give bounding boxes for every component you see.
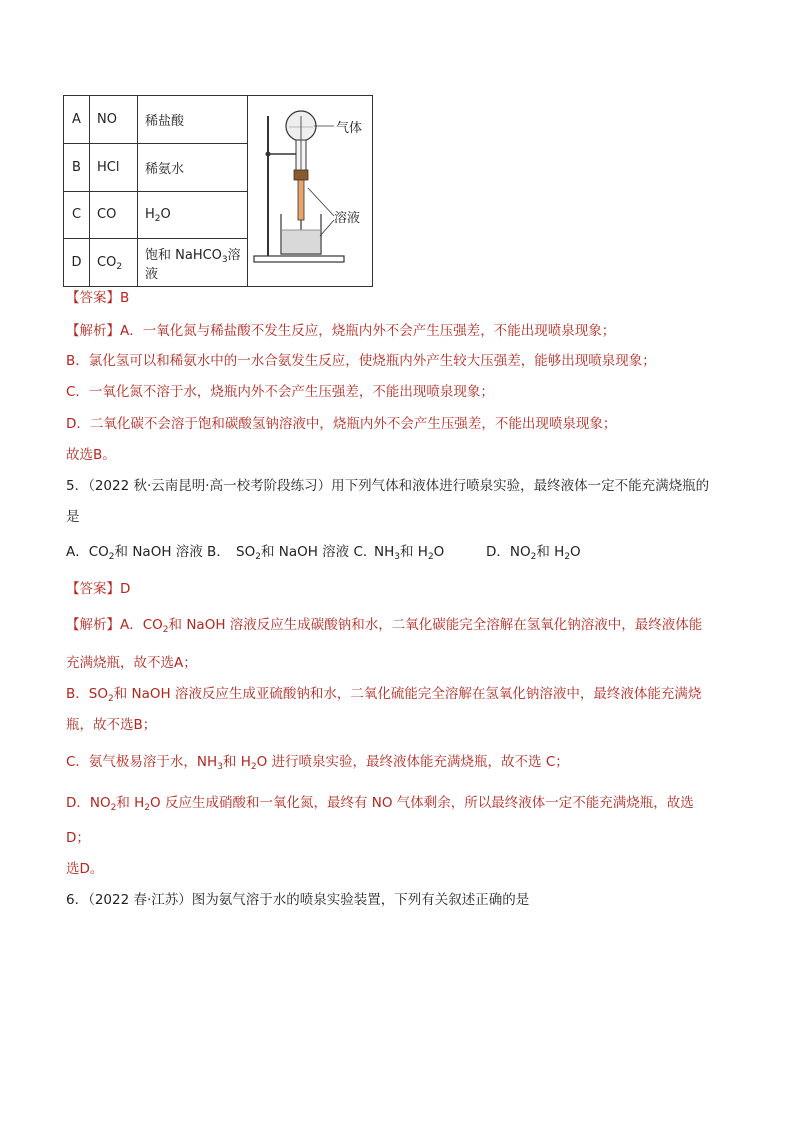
gas-cell: $CO_2$ bbox=[90, 239, 138, 287]
q5-stem-line-1: 5．（2022 秋·云南昆明·高一校考阶段练习）用下列气体和液体进行喷泉实验，最终液体一定不能充满烧瓶的 bbox=[66, 478, 710, 494]
q5-analysis-line-d1: D．$NO_2$和 $H_2O$ 反应生成硝酸和一氧化氮，最终有 NO 气体剩余，所以最终液体一定不能充满烧瓶，故选 bbox=[66, 795, 694, 813]
options-table bbox=[63, 95, 373, 287]
q5-option-b: $SO_2$和 NaOH 溶液 C． bbox=[236, 544, 377, 562]
row-label: B bbox=[64, 143, 90, 191]
q5-stem-line-2: 是 bbox=[66, 509, 80, 525]
q4-analysis-line-b: B．氯化氢可以和稀氨水中的一水合氨发生反应，使烧瓶内外产生较大压强差，能够出现喷泉现象； bbox=[66, 353, 656, 369]
liquid-cell: $H_2O$ bbox=[138, 191, 248, 239]
liquid-cell: 稀氨水 bbox=[138, 143, 248, 191]
gas-cell: NO bbox=[90, 96, 138, 144]
q5-analysis-line-d2: D； bbox=[66, 830, 90, 846]
q5-conclusion: 选D。 bbox=[66, 861, 104, 877]
apparatus-figure-cell bbox=[248, 96, 373, 287]
q5-analysis-line-b2: 瓶，故不选B； bbox=[66, 717, 157, 733]
q5-analysis-line-c: C．氨气极易溶于水，$NH_3$和 $H_2O$ 进行喷泉实验，最终液体能充满烧瓶，故不选 C； bbox=[66, 754, 569, 772]
gas-cell: HCl bbox=[90, 143, 138, 191]
q5-analysis-line-a2: 充满烧瓶，故不选A； bbox=[66, 655, 197, 671]
q5-option-c: $NH_3$和 $H_2O$ bbox=[374, 544, 445, 562]
liquid-cell: 饱和 NaHCO$_3$溶液 bbox=[138, 239, 248, 287]
q5-option-d: D．$NO_2$和 $H_2O$ bbox=[486, 544, 581, 562]
q5-option-a: A．$CO_2$和 NaOH 溶液 B． bbox=[66, 544, 230, 562]
q4-conclusion: 故选B。 bbox=[66, 447, 116, 463]
q4-analysis-line-a: 【解析】A．一氧化氮与稀盐酸不发生反应，烧瓶内外不会产生压强差，不能出现喷泉现象； bbox=[66, 323, 616, 339]
liquid-cell: 稀盐酸 bbox=[138, 96, 248, 144]
q5-analysis-line-b1: B．$SO_2$和 NaOH 溶液反应生成亚硫酸钠和水，二氧化硫能完全溶解在氢氧化钠溶液中，最终液体能充满烧 bbox=[66, 686, 702, 704]
q6-stem: 6．（2022 春·江苏）图为氨气溶于水的喷泉实验装置，下列有关叙述正确的是 bbox=[66, 892, 530, 908]
q5-analysis-line-a1: 【解析】A．$CO_2$和 NaOH 溶液反应生成碳酸钠和水，二氧化碳能完全溶解在氢氧化钠溶液中，最终液体能 bbox=[66, 617, 703, 635]
q4-analysis-line-c: C．一氧化氮不溶于水，烧瓶内外不会产生压强差，不能出现喷泉现象； bbox=[66, 384, 494, 400]
gas-cell: CO bbox=[90, 191, 138, 239]
row-label: D bbox=[64, 239, 90, 287]
solution-label: 溶液 bbox=[334, 211, 361, 226]
q4-analysis-line-d: D．二氧化碳不会溶于饱和碳酸氢钠溶液中，烧瓶内外不会产生压强差，不能出现喷泉现象； bbox=[66, 416, 617, 432]
q5-answer: 【答案】D bbox=[66, 581, 131, 597]
row-label: C bbox=[64, 191, 90, 239]
row-label: A bbox=[64, 96, 90, 144]
fountain-apparatus-figure bbox=[248, 96, 372, 282]
table-row bbox=[64, 96, 373, 144]
gas-label: 气体 bbox=[336, 121, 363, 136]
q4-answer: 【答案】B bbox=[66, 290, 130, 306]
